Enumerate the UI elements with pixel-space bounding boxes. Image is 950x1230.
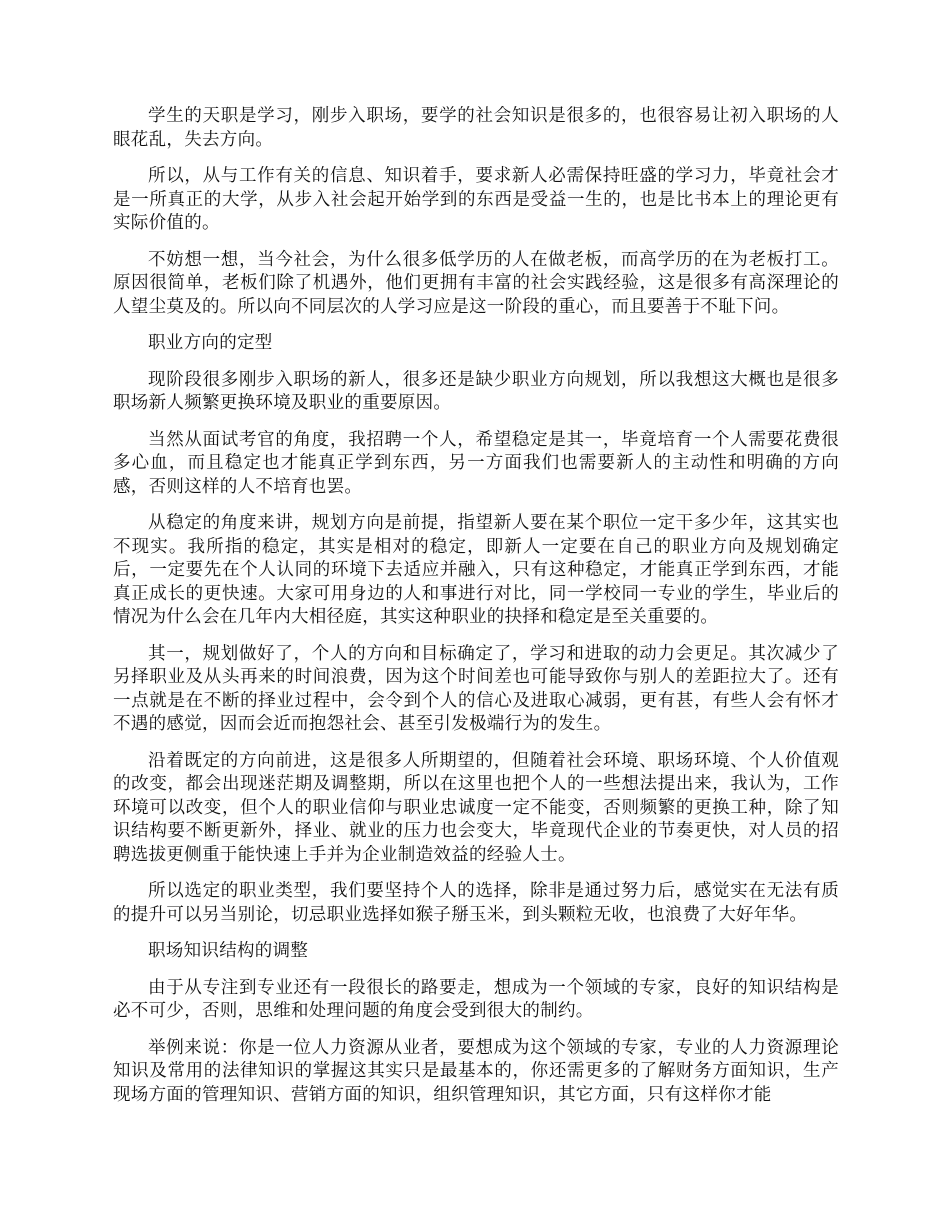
- paragraph-2: 所以，从与工作有关的信息、知识着手，要求新人必需保持旺盛的学习力，毕竟社会才是一所真正的大学，从步入社会起开始学到的东西是受益一生的，也是比书本上的理论更有实际价值的。: [113, 166, 839, 233]
- document-body: [113, 105, 839, 1120]
- paragraph-4: 现阶段很多刚步入职场的新人，很多还是缺少职业方向规划，所以我想这大概也是很多职场新人频繁更换环境及职业的重要原因。: [113, 369, 839, 413]
- paragraph-5: 当然从面试考官的角度，我招聘一个人，希望稳定是其一，毕竟培育一个人需要花费很多心血，而且稳定也才能真正学到东西，另一方面我们也需要新人的主动性和明确的方向感，否则这样的人不培育也罢。: [113, 429, 839, 497]
- paragraph-1: 学生的天职是学习，刚步入职场，要学的社会知识是很多的，也很容易让初入职场的人眼花乱，失去方向。: [113, 106, 839, 150]
- section-heading-knowledge-structure: 职场知识结构的调整: [148, 941, 309, 961]
- paragraph-8: 沿着既定的方向前进，这是很多人所期望的，但随着社会环境、职场环境、个人价值观的改变，都会出现迷茫期及调整期，所以在这里也把个人的一些想法提出来，我认为，工作环境可以改变，但个人的职业信仰与职业忠诚度一定不能变，否则频繁的更换工种，除了知识结构要不断更新外，择业、就业的压力也会变大，毕竟现代企业的节奏更快，对人员的招聘选拔更侧重于能快速上手并为企业制造效益的经验人士。: [113, 750, 839, 865]
- paragraph-7: 其一，规划做好了，个人的方向和目标确定了，学习和进取的动力会更足。其次减少了另择职业及从头再来的时间浪费，因为这个时间差也可能导致你与别人的差距拉大了。还有一点就是在不断的择业过程中，会令到个人的信心及进取心减弱，更有甚，有些人会有怀才不遇的感觉，因而会近而抱怨社会、甚至引发极端行为的发生。: [113, 643, 839, 734]
- paragraph-3: 不妨想一想，当今社会，为什么很多低学历的人在做老板，而高学历的在为老板打工。原因很简单，老板们除了机遇外，他们更拥有丰富的社会实践经验，这是很多有高深理论的人望尘莫及的。所以向不同层次的人学习应是这一阶段的重心，而且要善于不耻下问。: [113, 249, 839, 317]
- paragraph-6: 从稳定的角度来讲，规划方向是前提，指望新人要在某个职位一定干多少年，这其实也不现实。我所指的稳定，其实是相对的稳定，即新人一定要在自己的职业方向及规划确定后，一定要先在个人认同的环境下去适应并融入，只有这种稳定，才能真正学到东西，才能真正成长的更快速。大家可用身边的人和事进行对比，同一学校同一专业的学生，毕业后的情况为什么会在几年内大相径庭，其实这种职业的抉择和稳定是至关重要的。: [113, 513, 839, 627]
- paragraph-10: 由于从专注到专业还有一段很长的路要走，想成为一个领域的专家，良好的知识结构是必不可少，否则，思维和处理问题的角度会受到很大的制约。: [113, 977, 839, 1021]
- paragraph-9: 所以选定的职业类型，我们要坚持个人的选择，除非是通过努力后，感觉实在无法有质的提升可以另当别论，切忌职业选择如猴子掰玉米，到头颗粒无收，也浪费了大好年华。: [113, 881, 839, 925]
- section-heading-career-direction: 职业方向的定型: [148, 333, 273, 353]
- paragraph-11: 举例来说：你是一位人力资源从业者，要想成为这个领域的专家，专业的人力资源理论知识及常用的法律知识的掌握这其实只是最基本的，你还需更多的了解财务方面知识，生产现场方面的管理知识、营销方面的知识，组织管理知识，其它方面，只有这样你才能: [113, 1037, 839, 1105]
